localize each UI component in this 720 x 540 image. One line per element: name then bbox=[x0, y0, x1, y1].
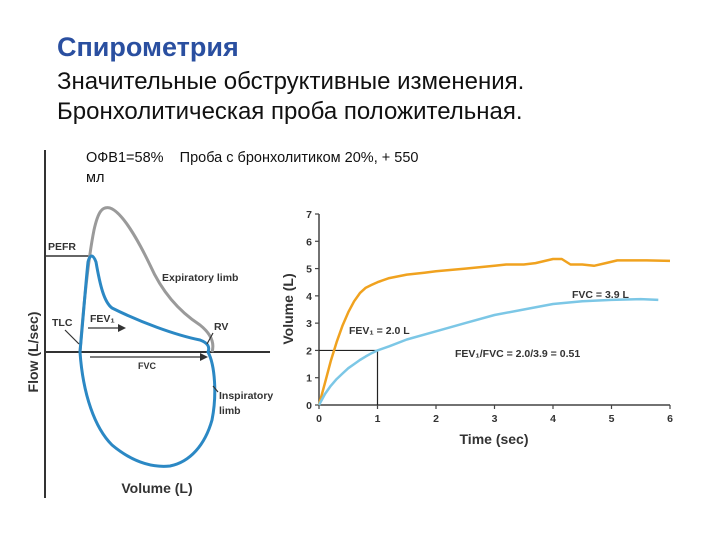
slide-subtitle-line2: Бронхолитическая проба положительная. bbox=[57, 98, 523, 125]
fev1-annotation: FEV₁ = 2.0 L bbox=[349, 325, 410, 337]
fv-y-axis-title: Flow (L/sec) bbox=[25, 311, 41, 393]
vt-y-tick-label: 1 bbox=[306, 372, 312, 385]
vt-x-tick-label: 2 bbox=[433, 413, 439, 425]
fev1-note-line2: мл bbox=[86, 170, 105, 186]
inspiratory-limb-label-2: limb bbox=[219, 405, 241, 417]
fev1-label: FEV₁ bbox=[90, 313, 115, 325]
slide-title: Спирометрия bbox=[57, 32, 239, 62]
slide-subtitle-line1: Значительные обструктивные изменения. bbox=[57, 68, 525, 95]
vt-x-tick-label: 0 bbox=[316, 413, 322, 425]
vt-y-tick-label: 6 bbox=[306, 236, 312, 249]
vt-x-tick-label: 6 bbox=[667, 413, 673, 425]
fvc-annotation: FVC = 3.9 L bbox=[572, 289, 629, 301]
vt-x-axis-title: Time (sec) bbox=[459, 431, 529, 447]
fvc-label: FVC bbox=[138, 361, 156, 371]
pefr-label: PEFR bbox=[48, 241, 77, 253]
vt-x-tick-label: 4 bbox=[550, 413, 556, 425]
vt-x-tick-label: 3 bbox=[491, 413, 498, 425]
vt-y-axis-title: Volume (L) bbox=[280, 273, 296, 345]
vt-y-tick-label: 3 bbox=[306, 318, 312, 331]
vt-y-tick-label: 2 bbox=[306, 345, 312, 358]
rv-label: RV bbox=[214, 321, 229, 333]
vt-y-tick-label: 7 bbox=[306, 209, 312, 221]
vt-x-tick-label: 5 bbox=[608, 413, 615, 425]
inspiratory-limb-label-1: Inspiratory bbox=[219, 390, 274, 402]
expiratory-limb-label: Expiratory limb bbox=[162, 272, 239, 284]
fv-x-axis-title: Volume (L) bbox=[121, 480, 193, 496]
vt-y-tick-label: 5 bbox=[306, 263, 312, 276]
vt-y-tick-label: 0 bbox=[306, 400, 312, 412]
vt-y-tick-label: 4 bbox=[306, 290, 312, 303]
ratio-annotation: FEV₁/FVC = 2.0/3.9 = 0.51 bbox=[455, 348, 581, 360]
tlc-label: TLC bbox=[52, 317, 73, 329]
vt-x-tick-label: 1 bbox=[374, 413, 381, 425]
fev1-note-line1: ОФВ1=58% Проба с бронхолитиком 20%, + 550 bbox=[86, 150, 419, 166]
